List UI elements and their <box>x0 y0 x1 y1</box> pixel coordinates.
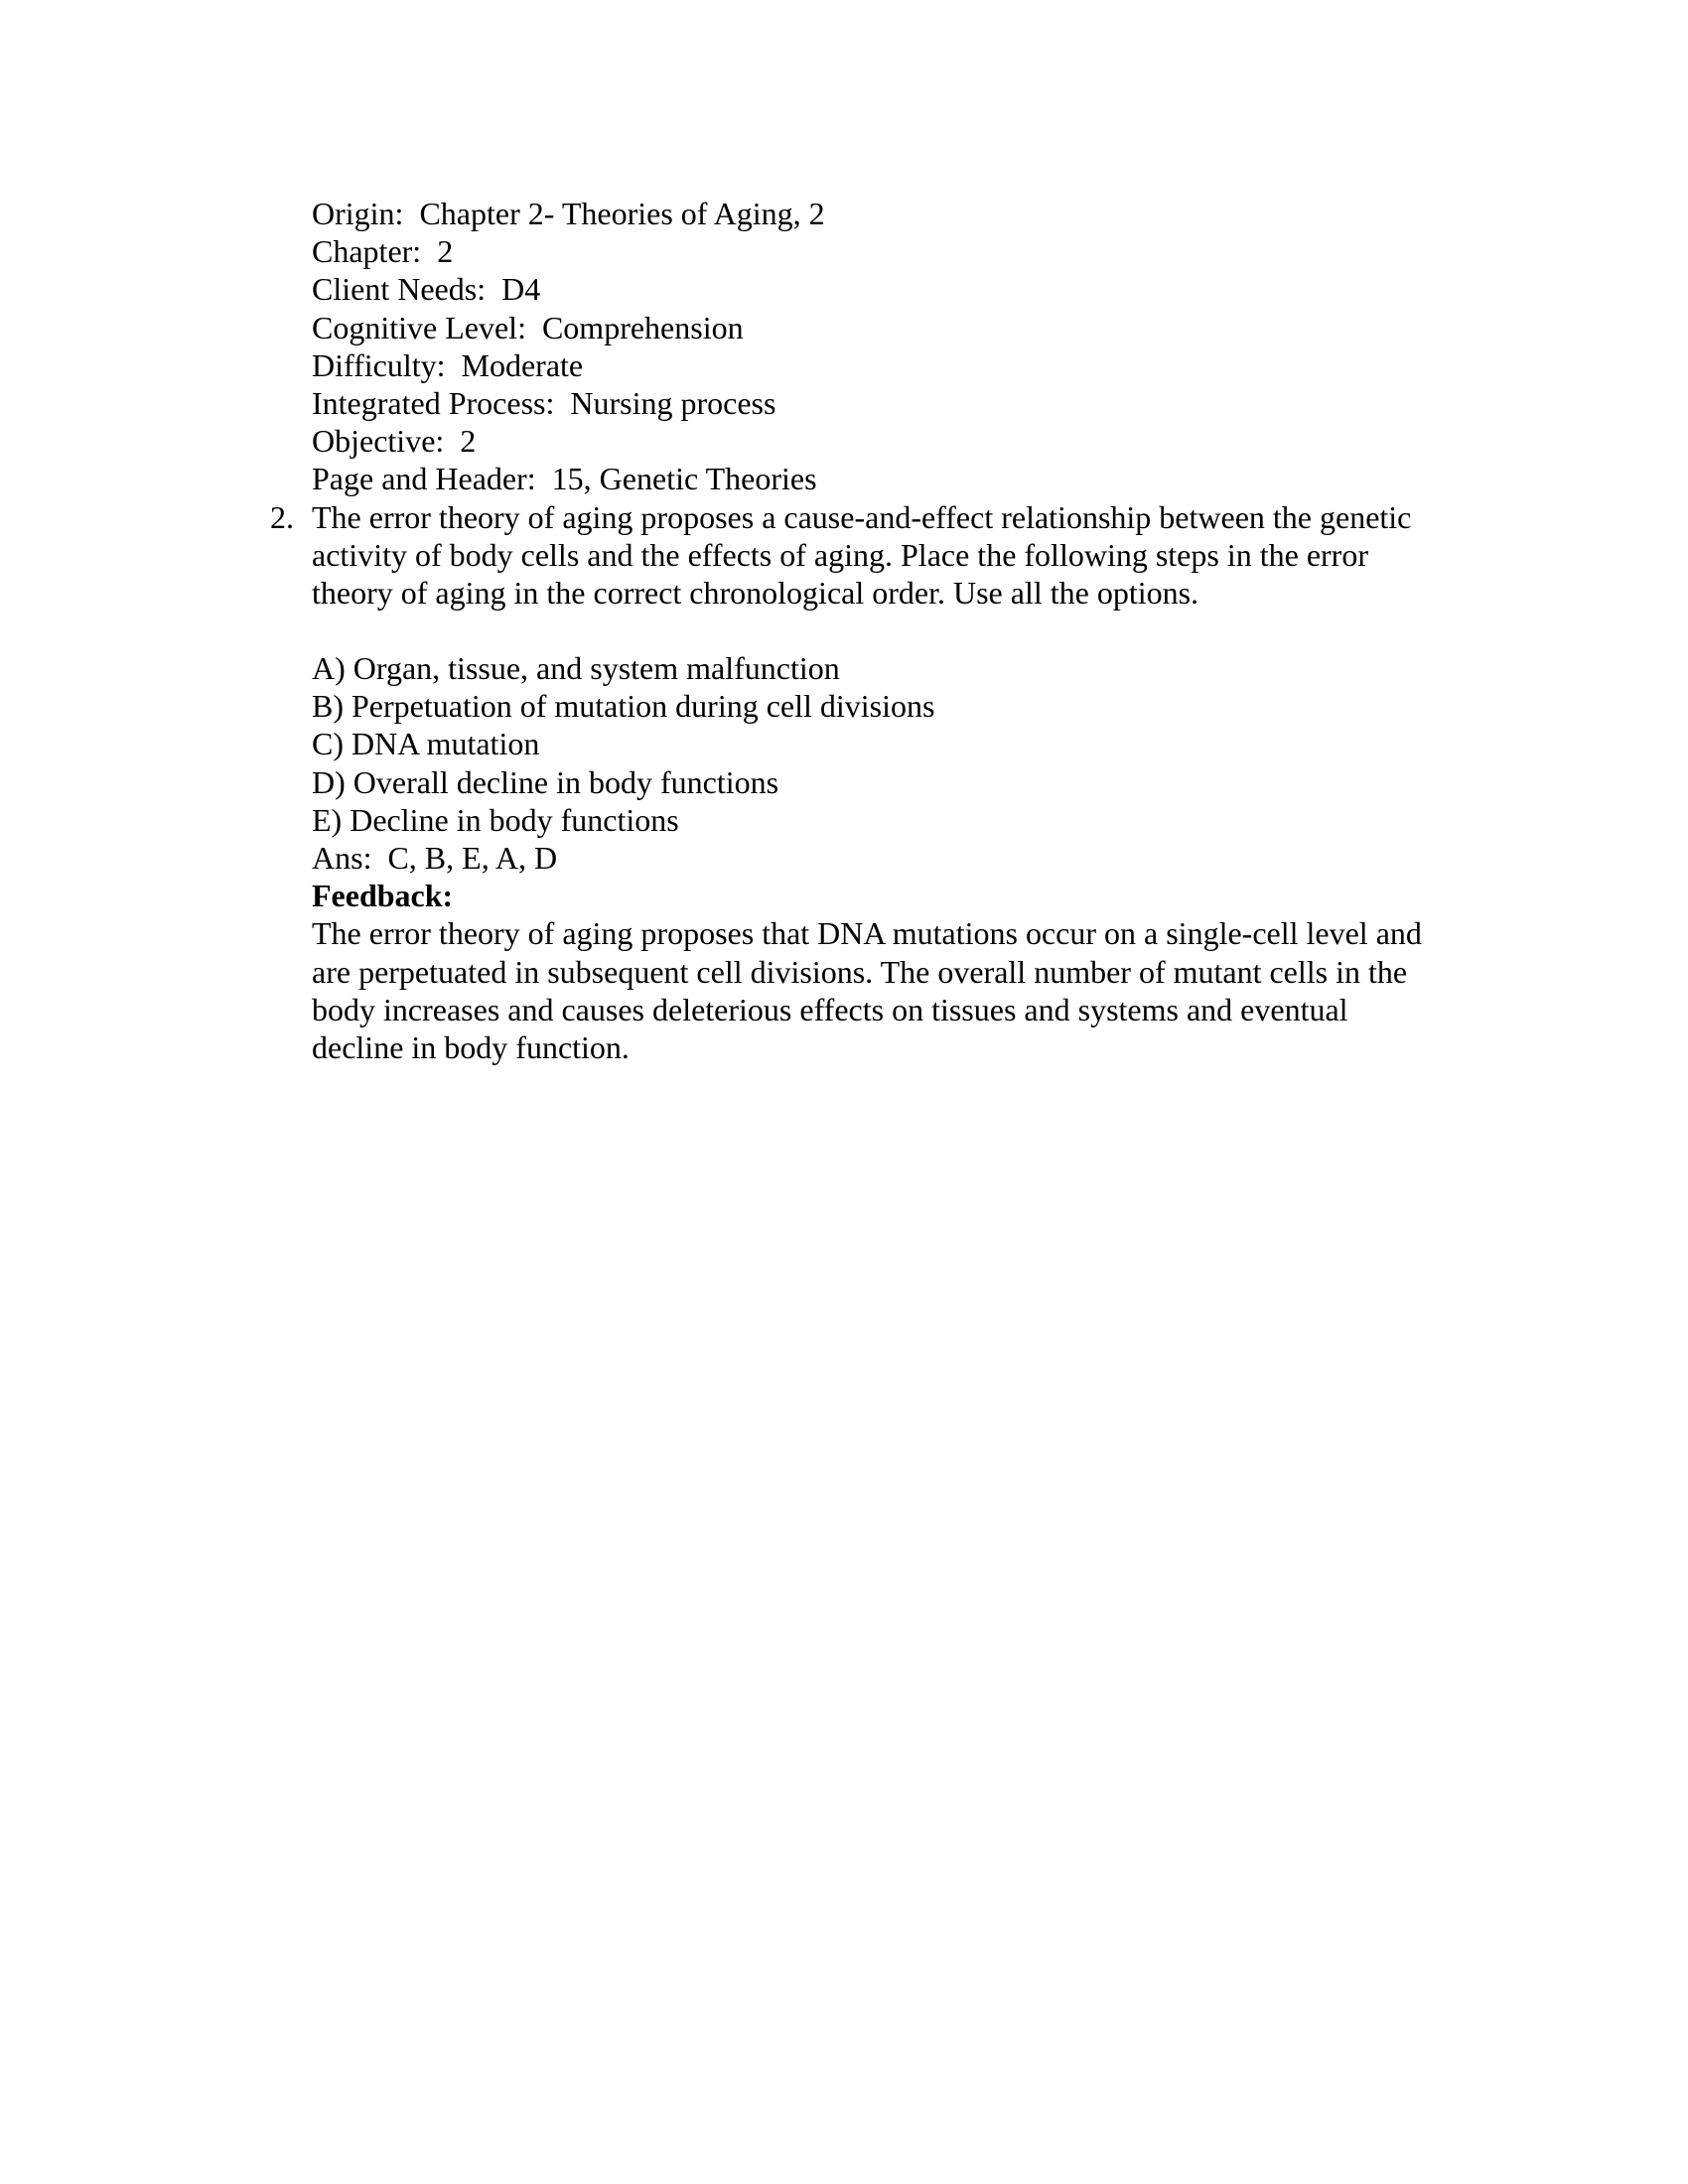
difficulty-line: Difficulty: Moderate <box>312 346 584 383</box>
page-and-header-line: Page and Header: 15, Genetic Theories <box>312 461 817 497</box>
feedback-heading: Feedback: <box>312 878 454 914</box>
question-item <box>270 498 1483 613</box>
question-text-line: activity of body cells and the effects of aging. Place the following steps in the error <box>312 536 1368 573</box>
cognitive-level-line: Cognitive Level: Comprehension <box>312 309 744 345</box>
feedback-text-line: are perpetuated in subsequent cell divisions. The overall number of mutant cells in the <box>312 953 1408 990</box>
feedback-text-line: decline in body function. <box>312 1028 630 1065</box>
client-needs-line: Client Needs: D4 <box>312 271 541 308</box>
question-number: 2. <box>270 498 294 535</box>
integrated-process-line: Integrated Process: Nursing process <box>312 384 776 421</box>
objective-line: Objective: 2 <box>312 423 477 460</box>
feedback-text-line: The error theory of aging proposes that DNA mutations occur on a single-cell level and <box>312 915 1422 952</box>
option-b: B) Perpetuation of mutation during cell divisions <box>312 688 935 725</box>
feedback-text-line: body increases and causes deleterious effects on tissues and systems and eventual <box>312 991 1348 1027</box>
option-a: A) Organ, tissue, and system malfunction <box>312 650 840 687</box>
spacer <box>312 612 1483 649</box>
question-text-line: The error theory of aging proposes a cause-and-effect relationship between the genetic <box>312 498 1412 535</box>
option-e: E) Decline in body functions <box>312 801 679 838</box>
option-d: D) Overall decline in body functions <box>312 763 779 800</box>
answer-line: Ans: C, B, E, A, D <box>312 840 558 876</box>
chapter-line: Chapter: 2 <box>312 233 454 270</box>
question-content <box>270 195 1483 1066</box>
option-c: C) DNA mutation <box>312 726 540 762</box>
question-text-line: theory of aging in the correct chronological order. Use all the options. <box>312 574 1199 611</box>
origin-line: Origin: Chapter 2- Theories of Aging, 2 <box>312 196 825 231</box>
